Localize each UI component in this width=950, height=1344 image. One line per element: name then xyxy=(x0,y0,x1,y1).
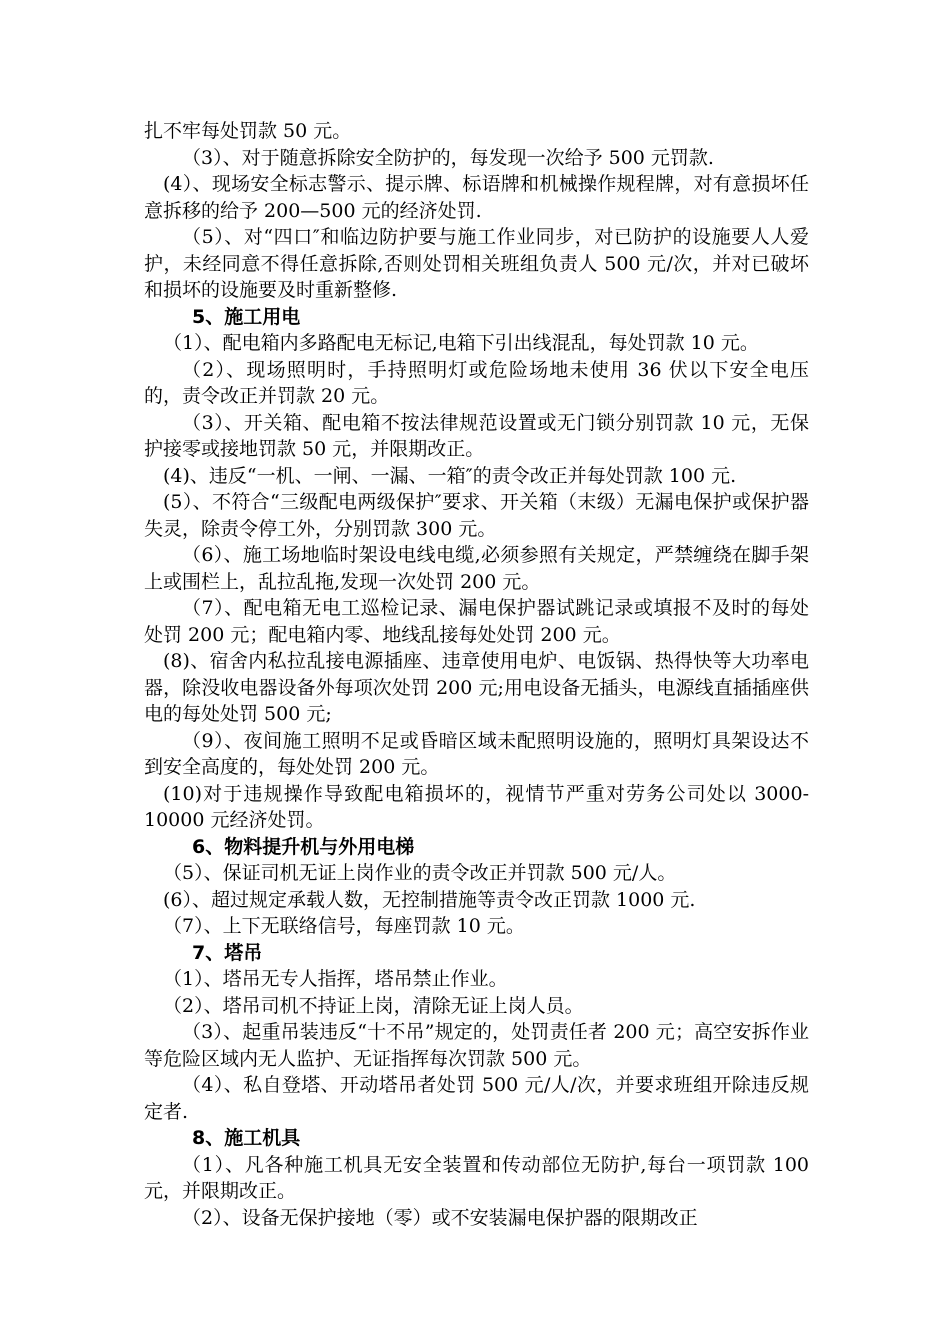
paragraph: (6）、超过规定承载人数，无控制措施等责令改正罚款 1000 元. xyxy=(163,888,696,911)
paragraph: （1）、凡各种施工机具无安全装置和传动部位无防护,每台一项罚款 100 元，并限期改正。 xyxy=(144,1153,809,1202)
section-heading: 6、物料提升机与外用电梯 xyxy=(192,835,415,858)
paragraph: (5）、不符合“三级配电两级保护″要求、开关箱（末级）无漏电保护或保护器失灵，除责令停工外，分别罚款 300 元。 xyxy=(144,491,809,540)
paragraph: (10)对于违规操作导致配电箱损坏的，视情节严重对劳务公司处以 3000-10000 元经济处罚。 xyxy=(144,782,809,831)
paragraph: （1）、配电箱内多路配电无标记,电箱下引出线混乱，每处罚款 10 元。 xyxy=(163,332,759,354)
paragraph: 扎不牢每处罚款 50 元。 xyxy=(144,120,352,142)
paragraph: （3）、开关箱、配电箱不按法律规范设置或无门锁分别罚款 10 元，无保护接零或接地罚款 50 元，并限期改正。 xyxy=(144,411,809,460)
paragraph: (8)、宿舍内私拉乱接电源插座、违章使用电炉、电饭锅、热得快等大功率电器，除没收电器设备外每项次处罚 200 元;用电设备无插头，电源线直插插座供电的每处处罚 500 元; xyxy=(144,650,809,725)
paragraph: （4）、私自登塔、开动塔吊者处罚 500 元/人/次，并要求班组开除违反规定者. xyxy=(144,1074,809,1123)
document-page xyxy=(144,118,809,1231)
paragraph: （5）、对“四口″和临边防护要与施工作业同步，对已防护的设施要人人爱护，未经同意不得任意拆除,否则处罚相关班组负责人 500 元/次，并对已破坏和损坏的设施要及时重新整修. xyxy=(144,226,809,301)
paragraph: （5）、保证司机无证上岗作业的责令改正并罚款 500 元/人。 xyxy=(163,862,677,884)
paragraph: (4）、现场安全标志警示、提示牌、标语牌和机械操作规程牌，对有意损坏任意拆移的给予 200—500 元的经济处罚. xyxy=(144,173,809,222)
paragraph: （2）、现场照明时，手持照明灯或危险场地未使用 36 伏以下安全电压的，责令改正并罚款 20 元。 xyxy=(144,358,809,407)
paragraph: （9）、夜间施工照明不足或昏暗区域未配照明设施的，照明灯具架设达不到安全高度的，每处处罚 200 元。 xyxy=(144,729,809,778)
paragraph: （7）、配电箱无电工巡检记录、漏电保护器试跳记录或填报不及时的每处处罚 200 元；配电箱内零、地线乱接每处处罚 200 元。 xyxy=(144,597,809,646)
section-heading: 5、施工用电 xyxy=(192,305,301,328)
paragraph: (4)、违反“一机、一闸、一漏、一箱″的责令改正并每处罚款 100 元. xyxy=(163,464,737,487)
paragraph: （3）、对于随意拆除安全防护的，每发现一次给予 500 元罚款. xyxy=(182,146,714,169)
paragraph: （3）、起重吊装违反“十不吊”规定的，处罚责任者 200 元；高空安拆作业等危险区域内无人监护、无证指挥每次罚款 500 元。 xyxy=(144,1021,809,1070)
paragraph: （1）、塔吊无专人指挥，塔吊禁止作业。 xyxy=(163,968,508,990)
section-heading: 7、塔吊 xyxy=(192,941,263,964)
section-heading: 8、施工机具 xyxy=(192,1127,301,1149)
paragraph: （2）、设备无保护接地（零）或不安装漏电保护器的限期改正 xyxy=(182,1206,698,1229)
paragraph: （6）、施工场地临时架设电线电缆,必须参照有关规定，严禁缠绕在脚手架上或围栏上，乱拉乱拖,发现一次处罚 200 元。 xyxy=(144,544,809,593)
paragraph: （7）、上下无联络信号，每座罚款 10 元。 xyxy=(163,915,525,937)
paragraph: （2）、塔吊司机不持证上岗，清除无证上岗人员。 xyxy=(163,994,584,1017)
